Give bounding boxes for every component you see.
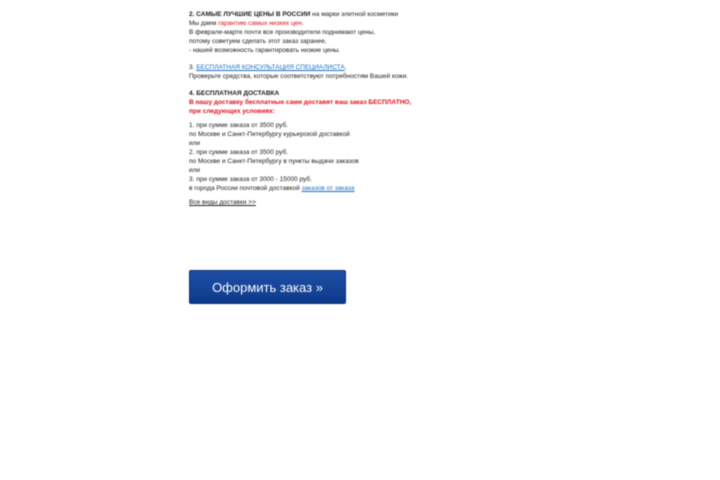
delivery-terms-link[interactable]: заказов от заказа [301,185,355,192]
consultation-suffix: . [344,64,347,71]
delivery-condition: по Москве и Санкт-Петербургу в пункты выдачи заказов [189,158,359,165]
free-delivery-heading: 4. БЕСПЛАТНАЯ ДОСТАВКА [189,90,280,97]
all-delivery-link[interactable]: Все виды доставки >> [189,199,256,206]
price-guarantee-line [189,19,509,28]
consultation-number: 3. [189,64,197,71]
section-free-delivery [189,89,509,207]
best-prices-heading-tail: на марки элитной косметики [310,11,399,18]
delivery-condition: 2. при сумме заказа от 3500 руб. [189,149,289,156]
price-guarantee-suffix: . [301,20,304,27]
free-delivery-red-line-2: при следующих условиях: [189,108,275,115]
delivery-condition: 3. при сумме заказа от 3000 - 15000 руб. [189,176,312,183]
delivery-condition-last [189,184,509,193]
section-consultation [189,63,509,81]
price-note-line-3: - нашей возможность гарантировать низкие цены. [189,47,341,54]
price-guarantee-prefix: Мы даем [189,20,219,27]
delivery-condition: или [189,140,201,147]
best-prices-heading-line [189,10,509,19]
price-guarantee-highlight: гарантию самых низких цен [218,20,302,27]
email-content [189,10,509,215]
free-delivery-red-line-1: В нашу доставку бесплатные сами доставят ваш заказ БЕСПЛАТНО, [189,99,412,106]
section-best-prices [189,10,509,55]
delivery-condition: или [189,167,201,174]
delivery-condition-last-prefix: в города России почтовой доставкой [189,185,302,192]
place-order-button[interactable]: Оформить заказ » [189,270,346,304]
consultation-description: Проверьте средства, которые соответствуют потребностям Вашей кожи. [189,73,409,80]
all-delivery-line [189,198,509,207]
delivery-condition: 1. при сумме заказа от 3500 руб. [189,122,289,129]
price-note-line-2: потому советуем сделать этот заказ заранее, [189,38,327,45]
price-note-line-1: В феврале-марте почти все производители поднимают цены, [189,29,376,36]
delivery-condition: по Москве и Санкт-Петербургу курьерской доставкой [189,131,350,138]
consultation-link[interactable]: БЕСПЛАТНАЯ КОНСУЛЬТАЦИЯ СПЕЦИАЛИСТА [196,64,345,71]
consultation-heading-line [189,63,509,72]
best-prices-heading: 2. САМЫЕ ЛУЧШИЕ ЦЕНЫ В РОССИИ [189,11,311,18]
